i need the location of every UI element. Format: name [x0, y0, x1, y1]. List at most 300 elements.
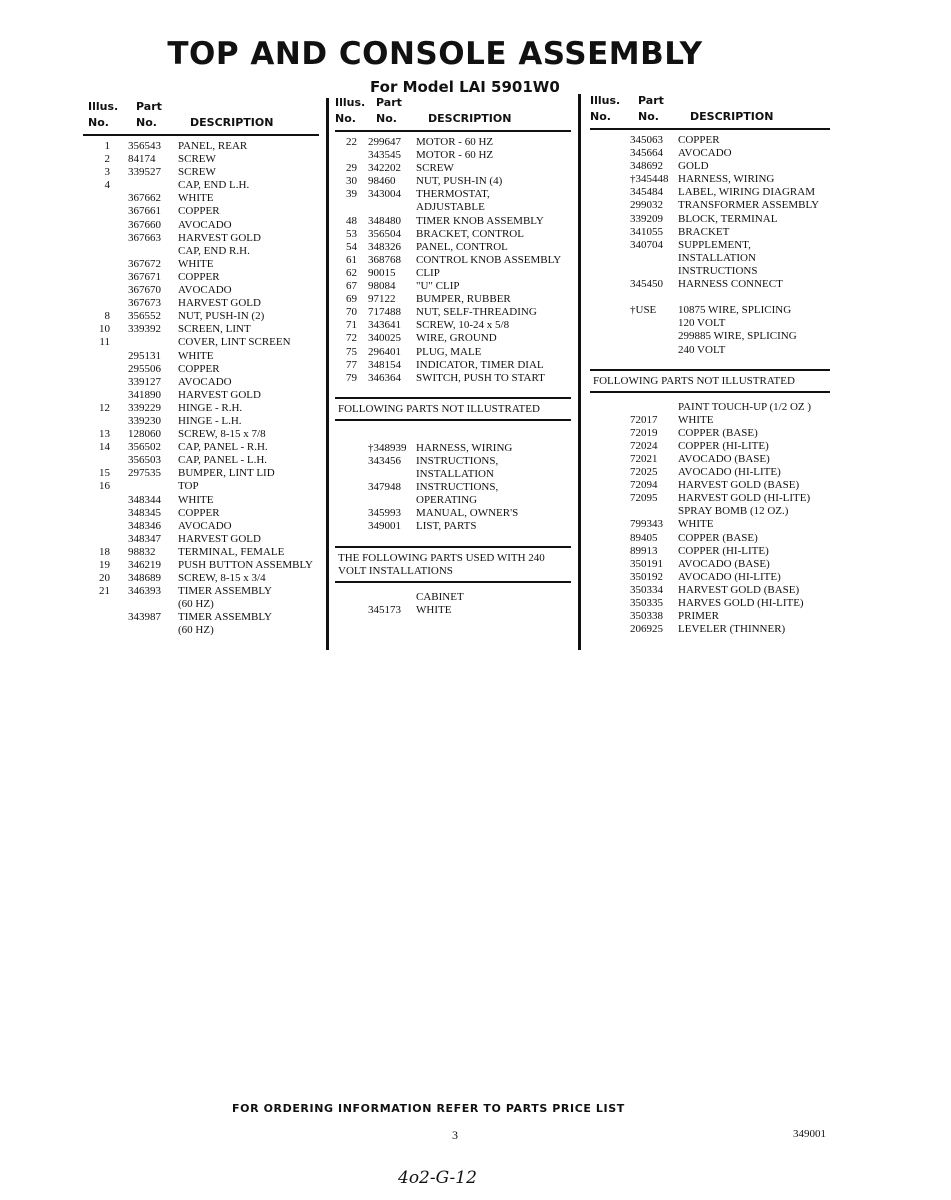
- part-description: PANEL, CONTROL: [416, 240, 508, 253]
- part-row: [83, 179, 319, 192]
- part-row: [335, 442, 571, 455]
- part-number: 343987: [128, 611, 161, 624]
- illus-number: 77: [346, 358, 357, 371]
- part-row: [83, 572, 319, 585]
- part-number: 345173: [368, 603, 401, 616]
- part-number: 72017: [630, 413, 658, 426]
- part-row: [590, 134, 830, 147]
- handwritten-note: 4o2-G-12: [398, 1168, 477, 1188]
- part-description: PRIMER: [678, 610, 719, 623]
- part-row: [83, 428, 319, 441]
- part-description: NUT, PUSH-IN (2): [178, 310, 265, 323]
- part-number: 367672: [128, 257, 161, 270]
- part-description: CONTROL KNOB ASSEMBLY: [416, 253, 562, 266]
- part-description: BRACKET, CONTROL: [416, 227, 524, 240]
- part-description: SCREW: [178, 166, 216, 179]
- part-description: AVOCADO: [178, 284, 232, 297]
- spacer: [590, 291, 830, 304]
- part-description: INSTRUCTIONS,: [416, 454, 499, 467]
- part-number: 345450: [630, 278, 663, 291]
- part-description: BUMPER, RUBBER: [416, 293, 511, 306]
- part-row: [83, 336, 319, 349]
- part-row: [590, 440, 830, 453]
- part-description: AVOCADO: [178, 519, 232, 532]
- part-number: 341055: [630, 225, 663, 238]
- part-number: 356552: [128, 310, 161, 323]
- part-row: [83, 245, 319, 258]
- part-number: †345448: [630, 173, 669, 186]
- illus-number: 1: [104, 140, 110, 152]
- header-illus-no: No.: [88, 116, 109, 129]
- part-number: 367670: [128, 284, 161, 297]
- part-row: [83, 258, 319, 271]
- part-row: [590, 317, 830, 330]
- part-number: 343004: [368, 188, 401, 201]
- illus-number: 72: [346, 332, 357, 345]
- part-row: [590, 427, 830, 440]
- part-row: [83, 389, 319, 402]
- part-description: WIRE, GROUND: [416, 332, 497, 345]
- part-description: 240 VOLT: [678, 343, 726, 356]
- part-number: 339392: [128, 323, 161, 336]
- part-row: [83, 310, 319, 323]
- part-row: [335, 215, 571, 228]
- part-row: [83, 480, 319, 493]
- part-row: [83, 454, 319, 467]
- part-description: OPERATING: [416, 494, 478, 507]
- part-row: [335, 591, 571, 604]
- header-illus-top: Illus.: [335, 96, 366, 109]
- part-row: [83, 611, 319, 624]
- part-description: PAINT TOUCH-UP (1/2 OZ ): [678, 400, 812, 413]
- header-illus-no: No.: [335, 112, 356, 125]
- part-description: HARNESS, WIRING: [678, 173, 775, 186]
- part-description: "U" CLIP: [416, 280, 460, 293]
- part-row: [83, 546, 319, 559]
- part-row: [83, 140, 319, 153]
- part-row: [83, 232, 319, 245]
- part-description: CAP, PANEL - L.H.: [178, 454, 268, 467]
- part-row: [590, 414, 830, 427]
- part-description: INSTALLATION: [416, 468, 494, 481]
- part-number: 339527: [128, 166, 161, 179]
- part-row: [590, 479, 830, 492]
- part-number: 341890: [128, 388, 161, 401]
- illus-number: 11: [99, 336, 110, 349]
- part-description: SWITCH, PUSH TO START: [416, 371, 545, 384]
- part-row: [335, 319, 571, 332]
- part-row: [335, 346, 571, 359]
- part-description: (60 HZ): [178, 624, 214, 637]
- part-number: 367673: [128, 297, 161, 310]
- illus-number: 2: [104, 153, 110, 166]
- part-number: 356502: [128, 441, 161, 454]
- part-description: WHITE: [416, 603, 452, 616]
- part-number: 348692: [630, 160, 663, 173]
- column-divider: [578, 94, 581, 650]
- part-description: TERMINAL, FEMALE: [178, 545, 285, 558]
- illus-number: 75: [346, 345, 357, 358]
- part-description: HARVEST GOLD (BASE): [678, 583, 800, 596]
- part-description: MOTOR - 60 HZ: [416, 149, 494, 162]
- part-row: [590, 597, 830, 610]
- part-row: [83, 323, 319, 336]
- page-number: 3: [452, 1128, 458, 1142]
- part-description: AVOCADO: [678, 147, 732, 160]
- part-number: 72019: [630, 426, 658, 439]
- part-row: [335, 507, 571, 520]
- part-description: AVOCADO (HI-LITE): [678, 570, 781, 583]
- part-row: [83, 415, 319, 428]
- part-description: HARNESS CONNECT: [678, 278, 783, 291]
- part-row: [83, 441, 319, 454]
- part-description: CAP, PANEL - R.H.: [178, 441, 268, 454]
- part-description: SCREW, 8-15 x 3/4: [178, 572, 266, 585]
- part-row: [83, 350, 319, 363]
- part-number: 348689: [128, 572, 161, 585]
- column-header: [335, 94, 571, 132]
- part-number: 299032: [630, 199, 663, 212]
- part-description: (60 HZ): [178, 598, 214, 611]
- part-description: HARVEST GOLD: [178, 231, 261, 244]
- part-number: 350334: [630, 583, 663, 596]
- parts-column-1: [83, 98, 319, 638]
- part-number: 346219: [128, 559, 161, 571]
- illus-number: 13: [99, 428, 110, 441]
- part-description: WHITE: [678, 413, 714, 426]
- illus-number: 53: [346, 227, 357, 240]
- part-number: 349001: [368, 520, 401, 533]
- part-number: 348346: [128, 519, 161, 532]
- part-number: 72025: [630, 466, 658, 479]
- parts-column-2: [335, 94, 571, 617]
- part-description: SCREW, 8-15 x 7/8: [178, 428, 266, 441]
- part-row: [335, 188, 571, 201]
- part-row: [590, 173, 830, 186]
- illus-number: 10: [99, 323, 110, 336]
- part-description: WHITE: [678, 518, 714, 531]
- part-description: COPPER (BASE): [678, 426, 758, 439]
- part-number: 350192: [630, 570, 663, 583]
- part-row: [335, 280, 571, 293]
- part-number: 340025: [368, 332, 401, 345]
- part-number: 72095: [630, 492, 658, 505]
- part-row: [83, 271, 319, 284]
- part-number: 348344: [128, 493, 161, 506]
- illus-number: 14: [99, 441, 110, 454]
- illus-number: 62: [346, 266, 357, 279]
- part-row: [590, 278, 830, 291]
- part-row: [83, 376, 319, 389]
- part-row: [590, 571, 830, 584]
- illus-number: 19: [99, 559, 110, 571]
- part-number: 345664: [630, 147, 663, 160]
- part-description: CABINET: [416, 590, 464, 603]
- part-row: [83, 533, 319, 546]
- illus-number: 18: [99, 545, 110, 558]
- header-illus-top: Illus.: [88, 100, 119, 113]
- part-row: [590, 505, 830, 518]
- header-description: DESCRIPTION: [190, 116, 274, 129]
- header-part-top: Part: [136, 100, 162, 113]
- part-description: COPPER: [678, 134, 720, 146]
- part-row: [83, 507, 319, 520]
- illus-number: 30: [346, 175, 357, 188]
- illus-number: 15: [99, 467, 110, 480]
- part-row: [590, 466, 830, 479]
- part-number: 356504: [368, 227, 401, 240]
- part-description: SUPPLEMENT,: [678, 238, 751, 251]
- part-row: [590, 401, 830, 414]
- part-description: INSTRUCTIONS,: [416, 481, 499, 494]
- part-number: 84174: [128, 153, 156, 166]
- illus-number: 8: [104, 310, 110, 323]
- part-description: PLUG, MALE: [416, 345, 482, 358]
- illus-number: 71: [346, 319, 357, 332]
- part-number: 206925: [630, 623, 663, 636]
- illus-number: 69: [346, 293, 357, 306]
- part-number: 89405: [630, 531, 658, 544]
- part-description: HARVEST GOLD (BASE): [678, 479, 800, 492]
- part-description: INSTRUCTIONS: [678, 264, 758, 277]
- part-number: 342202: [368, 162, 401, 175]
- part-number: 350335: [630, 597, 663, 609]
- column-header: [83, 98, 319, 136]
- part-row: [590, 532, 830, 545]
- illus-number: 61: [346, 253, 357, 266]
- part-number: 72021: [630, 452, 658, 465]
- part-row: [83, 284, 319, 297]
- document-number: 349001: [793, 1128, 826, 1140]
- part-row: [590, 147, 830, 160]
- column-header: [590, 92, 830, 130]
- part-row: [590, 199, 830, 212]
- part-row: [335, 162, 571, 175]
- part-row: [335, 136, 571, 149]
- part-description: SCREW: [178, 153, 216, 166]
- part-description: COPPER: [178, 506, 220, 519]
- part-description: 299885 WIRE, SPLICING: [678, 330, 797, 343]
- section-heading: FOLLOWING PARTS NOT ILLUSTRATED: [590, 369, 830, 393]
- header-part-top: Part: [638, 94, 664, 107]
- part-row: [335, 481, 571, 494]
- illus-number: 16: [99, 480, 110, 493]
- illus-number: 3: [104, 166, 110, 179]
- part-description: INSTALLATION: [678, 251, 756, 264]
- part-number: 339127: [128, 375, 161, 388]
- part-description: COPPER: [178, 270, 220, 283]
- part-row: [590, 226, 830, 239]
- part-description: CAP, END L.H.: [178, 179, 250, 192]
- part-row: [83, 219, 319, 232]
- part-row: [590, 453, 830, 466]
- part-description: TIMER KNOB ASSEMBLY: [416, 214, 544, 227]
- part-number: 356543: [128, 140, 161, 152]
- part-number: 72024: [630, 439, 658, 452]
- part-row: [83, 598, 319, 611]
- part-row: [590, 492, 830, 505]
- part-number: 295506: [128, 362, 161, 375]
- illus-number: 4: [104, 179, 110, 192]
- part-row: [590, 518, 830, 531]
- part-description: AVOCADO (HI-LITE): [678, 466, 781, 479]
- part-row: [590, 160, 830, 173]
- part-description: NUT, PUSH-IN (4): [416, 175, 503, 188]
- part-number: 345484: [630, 186, 663, 199]
- part-description: 10875 WIRE, SPLICING: [678, 304, 792, 317]
- part-description: THERMOSTAT,: [416, 188, 490, 201]
- part-description: HARNESS, WIRING: [416, 441, 513, 454]
- part-number: 348480: [368, 214, 401, 227]
- part-row: [335, 201, 571, 214]
- part-row: [590, 186, 830, 199]
- part-description: WHITE: [178, 349, 214, 362]
- part-description: LABEL, WIRING DIAGRAM: [678, 186, 815, 199]
- part-description: COVER, LINT SCREEN: [178, 336, 291, 349]
- page-title: TOP AND CONSOLE ASSEMBLY: [167, 36, 703, 72]
- part-row: [590, 213, 830, 226]
- part-description: BLOCK, TERMINAL: [678, 212, 778, 225]
- part-row: [83, 520, 319, 533]
- part-description: AVOCADO (BASE): [678, 452, 770, 465]
- part-description: WHITE: [178, 257, 214, 270]
- header-part-top: Part: [376, 96, 402, 109]
- part-description: HINGE - L.H.: [178, 414, 242, 427]
- part-description: PUSH BUTTON ASSEMBLY: [178, 559, 314, 571]
- part-description: AVOCADO: [178, 375, 232, 388]
- part-row: [83, 494, 319, 507]
- part-row: [335, 306, 571, 319]
- part-description: INDICATOR, TIMER DIAL: [416, 358, 544, 371]
- part-row: [83, 624, 319, 637]
- part-row: [590, 623, 830, 636]
- part-row: [335, 494, 571, 507]
- part-description: HARVEST GOLD (HI-LITE): [678, 492, 811, 505]
- illus-number: 22: [346, 136, 357, 148]
- part-description: LIST, PARTS: [416, 520, 477, 533]
- illus-number: 12: [99, 401, 110, 414]
- part-number: 347948: [368, 481, 401, 494]
- illus-number: 29: [346, 162, 357, 175]
- part-description: HINGE - R.H.: [178, 401, 243, 414]
- part-number: 348345: [128, 506, 161, 519]
- illus-number: 20: [99, 572, 110, 585]
- part-description: TIMER ASSEMBLY: [178, 611, 272, 624]
- part-description: CAP, END R.H.: [178, 244, 250, 257]
- part-number: 367663: [128, 231, 161, 244]
- part-description: SCREW: [416, 162, 454, 175]
- part-description: SCREEN, LINT: [178, 323, 251, 336]
- part-description: GOLD: [678, 160, 709, 173]
- part-description: HARVES GOLD (HI-LITE): [678, 597, 804, 609]
- part-number: 128060: [128, 428, 161, 441]
- part-row: [590, 304, 830, 317]
- part-row: [83, 402, 319, 415]
- part-row: [83, 153, 319, 166]
- part-description: TOP: [178, 480, 199, 493]
- part-number: 367662: [128, 192, 161, 205]
- part-row: [590, 239, 830, 252]
- part-number: 97122: [368, 293, 396, 306]
- spacer: [335, 429, 571, 442]
- section-heading: FOLLOWING PARTS NOT ILLUSTRATED: [335, 397, 571, 421]
- header-part-no: No.: [376, 112, 397, 125]
- part-row: [335, 604, 571, 617]
- part-number: 72094: [630, 479, 658, 492]
- header-part-no: No.: [638, 110, 659, 123]
- part-description: TRANSFORMER ASSEMBLY: [678, 199, 820, 212]
- part-row: [83, 205, 319, 218]
- illus-number: 21: [99, 585, 110, 598]
- part-description: WHITE: [178, 192, 214, 205]
- part-number: †348939: [368, 441, 407, 454]
- part-row: [590, 344, 830, 357]
- part-row: [590, 252, 830, 265]
- part-row: [83, 297, 319, 310]
- part-number: 356503: [128, 454, 161, 467]
- part-number: 350338: [630, 610, 663, 623]
- part-number: 367661: [128, 205, 161, 218]
- part-number: †USE: [630, 304, 657, 317]
- part-row: [83, 166, 319, 179]
- part-row: [335, 293, 571, 306]
- part-row: [335, 359, 571, 372]
- part-number: 299647: [368, 136, 401, 148]
- header-description: DESCRIPTION: [690, 110, 774, 123]
- part-description: LEVELER (THINNER): [678, 623, 786, 636]
- ordering-note: FOR ORDERING INFORMATION REFER TO PARTS PRICE LIST: [232, 1102, 625, 1115]
- illus-number: 39: [346, 188, 357, 201]
- part-description: COPPER: [178, 205, 220, 218]
- part-description: HARVEST GOLD: [178, 388, 261, 401]
- part-row: [335, 332, 571, 345]
- part-number: 98832: [128, 545, 156, 558]
- part-description: COPPER (HI-LITE): [678, 439, 769, 452]
- part-number: 343641: [368, 319, 401, 332]
- model-subtitle: For Model LAI 5901W0: [370, 78, 560, 96]
- part-row: [335, 149, 571, 162]
- part-row: [590, 545, 830, 558]
- part-description: PANEL, REAR: [178, 140, 248, 152]
- part-row: [590, 584, 830, 597]
- part-description: HARVEST GOLD: [178, 532, 261, 545]
- part-row: [335, 468, 571, 481]
- part-row: [335, 254, 571, 267]
- part-number: 348154: [368, 358, 401, 371]
- parts-column-3: [590, 92, 830, 636]
- part-row: [83, 467, 319, 480]
- part-row: [335, 372, 571, 385]
- part-number: 98084: [368, 280, 396, 293]
- part-row: [590, 265, 830, 278]
- part-row: [83, 559, 319, 572]
- part-number: 717488: [368, 306, 401, 319]
- part-description: CLIP: [416, 266, 440, 279]
- part-row: [335, 455, 571, 468]
- part-number: 350191: [630, 557, 663, 570]
- part-description: MANUAL, OWNER'S: [416, 507, 519, 520]
- part-number: 343545: [368, 149, 401, 162]
- part-description: SCREW, 10-24 x 5/8: [416, 319, 510, 332]
- part-number: 295131: [128, 349, 161, 362]
- header-illus-top: Illus.: [590, 94, 621, 107]
- part-row: [83, 585, 319, 598]
- part-description: MOTOR - 60 HZ: [416, 136, 494, 148]
- part-row: [83, 363, 319, 376]
- part-description: COPPER: [178, 362, 220, 375]
- part-number: 367671: [128, 270, 161, 283]
- part-row: [590, 610, 830, 623]
